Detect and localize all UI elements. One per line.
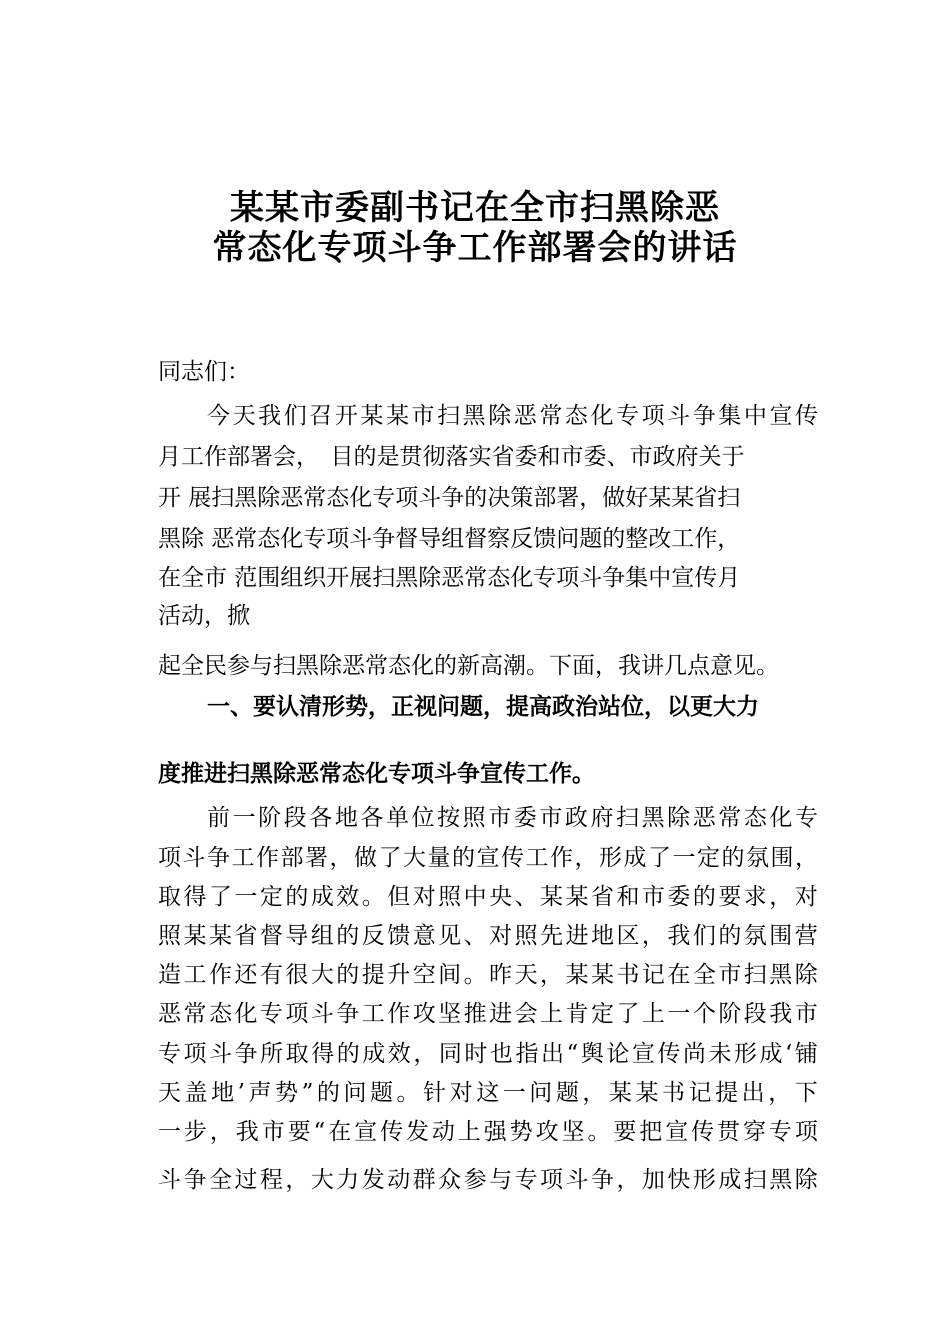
paragraph-1-line-3: 开 展扫黑除恶常态化专项斗争的决策部署，做好某某省扫 <box>158 485 741 511</box>
paragraph-1-line-1: 今 天 我 们 召 开 某 某 市 扫 黑 除 恶 常 态 化 专 项 斗 争 集 中 宣 传 <box>207 403 818 429</box>
paragraph-2-line-10: 斗 争 全 过 程 ， 大 力 发 动 群 众 参 与 专 项 斗 争 ， 加 快 形 成 扫 黑 除 <box>158 1167 818 1193</box>
paragraph-2-line-4: 照 某 某 省 督 导 组 的 反 馈 意 见 、 对 照 先 进 地 区 ， 我 们 的 氛 围 营 <box>158 923 818 949</box>
paragraph-2-line-6: 恶 常 态 化 专 项 斗 争 工 作 攻 坚 推 进 会 上 肯 定 了 上 一 个 阶 段 我 市 <box>158 1001 818 1027</box>
paragraph-1-line-7: 起全民参与扫黑除恶常态化的新高潮。下面，我讲几点意见。 <box>158 653 779 679</box>
paragraph-2-line-5: 造 工 作 还 有 很 大 的 提 升 空 间 。 昨 天 ， 某 某 书 记 在 全 市 扫 黑 除 <box>158 962 818 988</box>
salutation: 同志们： <box>158 359 250 385</box>
paragraph-2-line-1: 前 一 阶 段 各 地 各 单 位 按 照 市 委 市 政 府 扫 黑 除 恶 常 态 化 专 <box>207 805 818 831</box>
document-title-line-2: 常态化专项斗争工作部署会的讲话 <box>212 228 738 268</box>
paragraph-1-line-2: 月工作部署会， 目的是贯彻落实省委和市委、市政府关于 <box>158 444 745 470</box>
paragraph-1-line-4: 黑除 恶常态化专项斗争督导组督察反馈问题的整改工作， <box>158 526 741 552</box>
document-title-line-1: 某某市委副书记在全市扫黑除恶 <box>230 188 720 228</box>
paragraph-1-line-5: 在全市 范围组织开展扫黑除恶常态化专项斗争集中宣传月 <box>158 565 741 591</box>
paragraph-2-line-7: 专 项 斗 争 所 取 得 的 成 效 ， 同 时 也 指 出 “ 舆 论 宣 传 尚 未 形 成 ‘ 铺 <box>158 1041 818 1067</box>
paragraph-2-line-8: 天 盖 地 ’ 声 势 ” 的 问 题 。 针 对 这 一 问 题 ， 某 某 书 记 提 出 ， 下 <box>158 1080 818 1106</box>
paragraph-1-line-6: 活动，掀 <box>158 603 250 629</box>
section-heading-1-line-1: 一、要认清形势，正视问题，提高政治站位，以更大力 <box>207 694 759 720</box>
paragraph-2-line-3: 取 得 了 一 定 的 成 效 。 但 对 照 中 央 、 某 某 省 和 市 委 的 要 求 ， 对 <box>158 884 818 910</box>
section-heading-1-line-2: 度推进扫黑除恶常态化专项斗争宣传工作。 <box>158 761 595 787</box>
paragraph-2-line-9: 一 步 ， 我 市 要 “ 在 宣 传 发 动 上 强 势 攻 坚 。 要 把 宣 传 贯 穿 专 项 <box>158 1119 818 1145</box>
paragraph-2-line-2: 项 斗 争 工 作 部 署 ， 做 了 大 量 的 宣 传 工 作 ， 形 成 了 一 定 的 氛 围 ， <box>158 845 818 871</box>
